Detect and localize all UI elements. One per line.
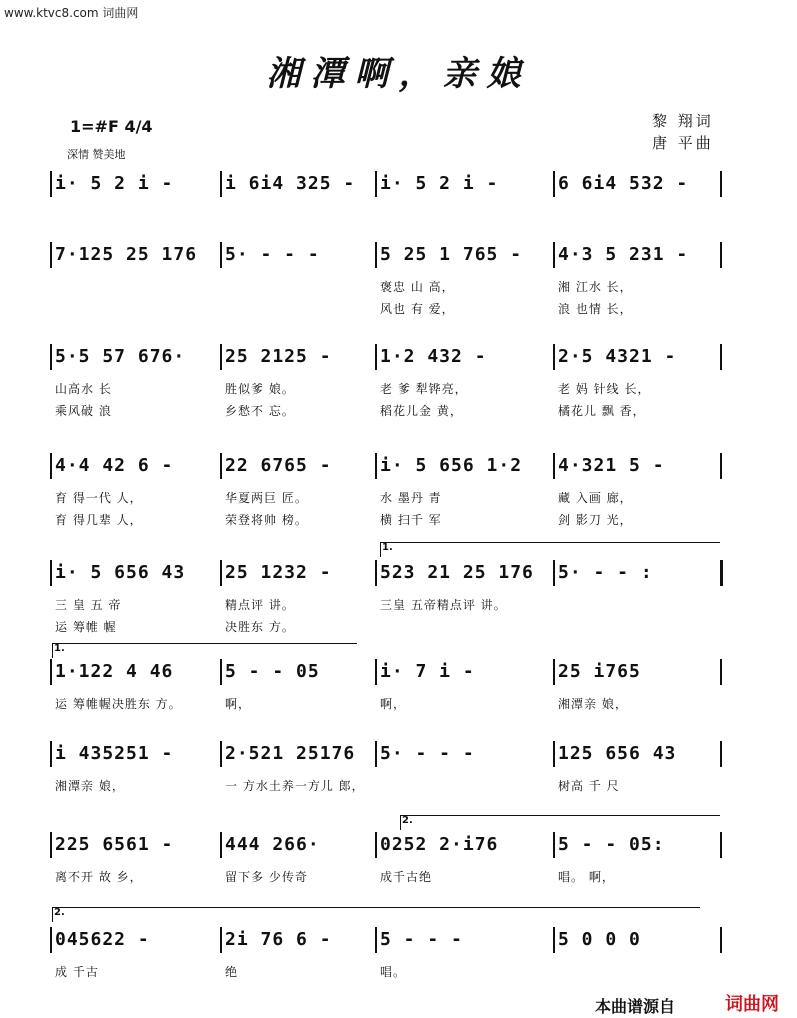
measure-notes: 5 - - 05:	[558, 834, 665, 855]
measure-notes: 25 1232 -	[225, 562, 332, 583]
barline	[50, 171, 52, 197]
lyric-text: 胜似爹 娘。	[225, 382, 295, 396]
barline	[50, 927, 52, 953]
lyric-text: 运 筹帷幄决胜东 方。	[55, 697, 182, 711]
measure-notes: 125 656 43	[558, 743, 677, 764]
volta-hook	[52, 908, 53, 922]
lyric-text: 乘风破 浪	[55, 404, 112, 418]
lyric-text: 啊，	[225, 697, 252, 711]
barline	[220, 242, 222, 268]
measure-notes: 5· - - -	[380, 743, 475, 764]
lyric-text: 育 得几辈 人，	[55, 513, 143, 527]
composer-credit: 唐 平曲	[652, 134, 714, 152]
lyric-text: 橘花儿 飘 香，	[558, 404, 646, 418]
lyric-text: 啊，	[380, 697, 407, 711]
measure-notes: i· 5 656 1·2	[380, 455, 523, 476]
measure-notes: i· 7 i -	[380, 661, 475, 682]
lyric-text: 老 爹 犁铧亮，	[380, 382, 468, 396]
lyric-text: 剑 影刀 光，	[558, 513, 633, 527]
barline	[720, 927, 722, 953]
barline	[220, 560, 222, 586]
volta-number: 2.	[54, 907, 65, 918]
footer-source-text: 本曲谱源自	[594, 997, 675, 1016]
measure-notes: 4·321 5 -	[558, 455, 665, 476]
lyric-text: 成 千古	[55, 965, 99, 979]
measure-notes: 25 2125 -	[225, 346, 332, 367]
barline	[50, 659, 52, 685]
barline	[553, 832, 555, 858]
measure-notes: 25 i765	[558, 661, 641, 682]
barline	[220, 927, 222, 953]
barline	[720, 171, 722, 197]
lyric-text: 乡愁不 忘。	[225, 404, 295, 418]
measure-notes: 045622 -	[55, 929, 150, 950]
barline	[375, 453, 377, 479]
measure-notes: 5·5 57 676·	[55, 346, 186, 367]
barline	[220, 453, 222, 479]
measure-notes: 2i 76 6 -	[225, 929, 332, 950]
barline	[220, 171, 222, 197]
lyric-text: 唱。	[380, 965, 407, 979]
barline	[553, 741, 555, 767]
barline	[375, 171, 377, 197]
measure-notes: 4·3 5 231 -	[558, 244, 689, 265]
lyric-text: 藏 入画 廊，	[558, 491, 633, 505]
volta-hook	[52, 644, 53, 658]
lyric-text: 横 扫千 军	[380, 513, 442, 527]
lyric-text: 运 筹帷 幄	[55, 620, 117, 634]
volta-number: 2.	[402, 815, 413, 826]
barline	[375, 741, 377, 767]
site-watermark: www.ktvc8.com 词曲网	[4, 6, 139, 20]
lyric-text: 离不开 故 乡，	[55, 870, 143, 884]
barline	[720, 344, 722, 370]
lyric-text: 老 妈 针线 长，	[558, 382, 651, 396]
measure-notes: 5 - - 05	[225, 661, 320, 682]
barline	[50, 453, 52, 479]
lyric-text: 浪 也情 长，	[558, 302, 633, 316]
barline	[553, 560, 555, 586]
barline	[553, 344, 555, 370]
barline	[220, 741, 222, 767]
barline	[720, 560, 723, 586]
measure-notes: 5 - - -	[380, 929, 463, 950]
lyric-text: 湘潭亲 娘，	[55, 779, 125, 793]
volta-hook	[400, 816, 401, 830]
barline	[720, 741, 722, 767]
barline	[220, 832, 222, 858]
lyric-text: 荣登将帅 榜。	[225, 513, 308, 527]
measure-notes: 7·125 25 176	[55, 244, 198, 265]
measure-notes: i· 5 2 i -	[380, 173, 499, 194]
barline	[553, 171, 555, 197]
barline	[375, 560, 377, 586]
lyric-text: 水 墨丹 青	[380, 491, 442, 505]
measure-notes: 0252 2·i76	[380, 834, 499, 855]
volta-bracket	[400, 815, 720, 826]
barline	[720, 659, 722, 685]
barline	[50, 242, 52, 268]
measure-notes: 444 266·	[225, 834, 320, 855]
measure-notes: 1·2 432 -	[380, 346, 487, 367]
barline	[375, 659, 377, 685]
lyricist-credit: 黎 翔词	[652, 112, 714, 130]
lyric-text: 成千古绝	[380, 870, 433, 884]
measure-notes: 2·5 4321 -	[558, 346, 677, 367]
measure-notes: 1·122 4 46	[55, 661, 174, 682]
measure-notes: 5 25 1 765 -	[380, 244, 523, 265]
measure-notes: 4·4 42 6 -	[55, 455, 174, 476]
lyric-text: 决胜东 方。	[225, 620, 295, 634]
lyric-text: 树高 千 尺	[558, 779, 620, 793]
lyric-text: 华夏两巨 匠。	[225, 491, 308, 505]
barline	[375, 344, 377, 370]
measure-notes: 523 21 25 176	[380, 562, 534, 583]
lyric-text: 风也 有 爱，	[380, 302, 455, 316]
barline	[375, 832, 377, 858]
measure-notes: 5· - - -	[225, 244, 320, 265]
volta-bracket	[52, 907, 700, 918]
measure-notes: 6 6i4 532 -	[558, 173, 689, 194]
lyric-text: 唱。 啊，	[558, 870, 615, 884]
barline	[50, 741, 52, 767]
lyric-text: 三皇 五帝精点评 讲。	[380, 598, 507, 612]
lyric-text: 褒忠 山 高，	[380, 280, 455, 294]
barline	[553, 659, 555, 685]
song-title: 湘潭啊，亲娘	[266, 54, 531, 94]
footer-brand-logo: 词曲网	[725, 994, 779, 1015]
lyric-text: 留下多 少传奇	[225, 870, 308, 884]
lyric-text: 绝	[225, 965, 239, 979]
lyric-text: 育 得一代 人，	[55, 491, 143, 505]
lyric-text: 三 皇 五 帝	[55, 598, 122, 612]
measure-notes: 2·521 25176	[225, 743, 356, 764]
measure-notes: 5· - - :	[558, 562, 653, 583]
barline	[720, 242, 722, 268]
barline	[50, 344, 52, 370]
volta-number: 1.	[382, 542, 393, 553]
measure-notes: 5 0 0 0	[558, 929, 641, 950]
lyric-text: 湘潭亲 娘，	[558, 697, 628, 711]
lyric-text: 一 方水土养一方儿 郎，	[225, 779, 365, 793]
tempo-marking: 深情 赞美地	[67, 148, 126, 161]
key-signature: 1=#F 4/4	[70, 117, 153, 136]
measure-notes: i 6i4 325 -	[225, 173, 356, 194]
barline	[553, 453, 555, 479]
measure-notes: i 435251 -	[55, 743, 174, 764]
lyric-text: 精点评 讲。	[225, 598, 295, 612]
barline	[720, 453, 722, 479]
barline	[50, 560, 52, 586]
barline	[375, 927, 377, 953]
barline	[553, 927, 555, 953]
barline	[720, 832, 722, 858]
barline	[220, 659, 222, 685]
volta-number: 1.	[54, 643, 65, 654]
barline	[50, 832, 52, 858]
lyric-text: 稻花儿金 黄，	[380, 404, 463, 418]
barline	[553, 242, 555, 268]
volta-bracket	[52, 643, 357, 654]
measure-notes: 225 6561 -	[55, 834, 174, 855]
lyric-text: 湘 江水 长，	[558, 280, 633, 294]
measure-notes: i· 5 2 i -	[55, 173, 174, 194]
measure-notes: 22 6765 -	[225, 455, 332, 476]
barline	[375, 242, 377, 268]
volta-hook	[380, 543, 381, 557]
lyric-text: 山高水 长	[55, 382, 112, 396]
measure-notes: i· 5 656 43	[55, 562, 186, 583]
volta-bracket	[380, 542, 720, 553]
barline	[220, 344, 222, 370]
